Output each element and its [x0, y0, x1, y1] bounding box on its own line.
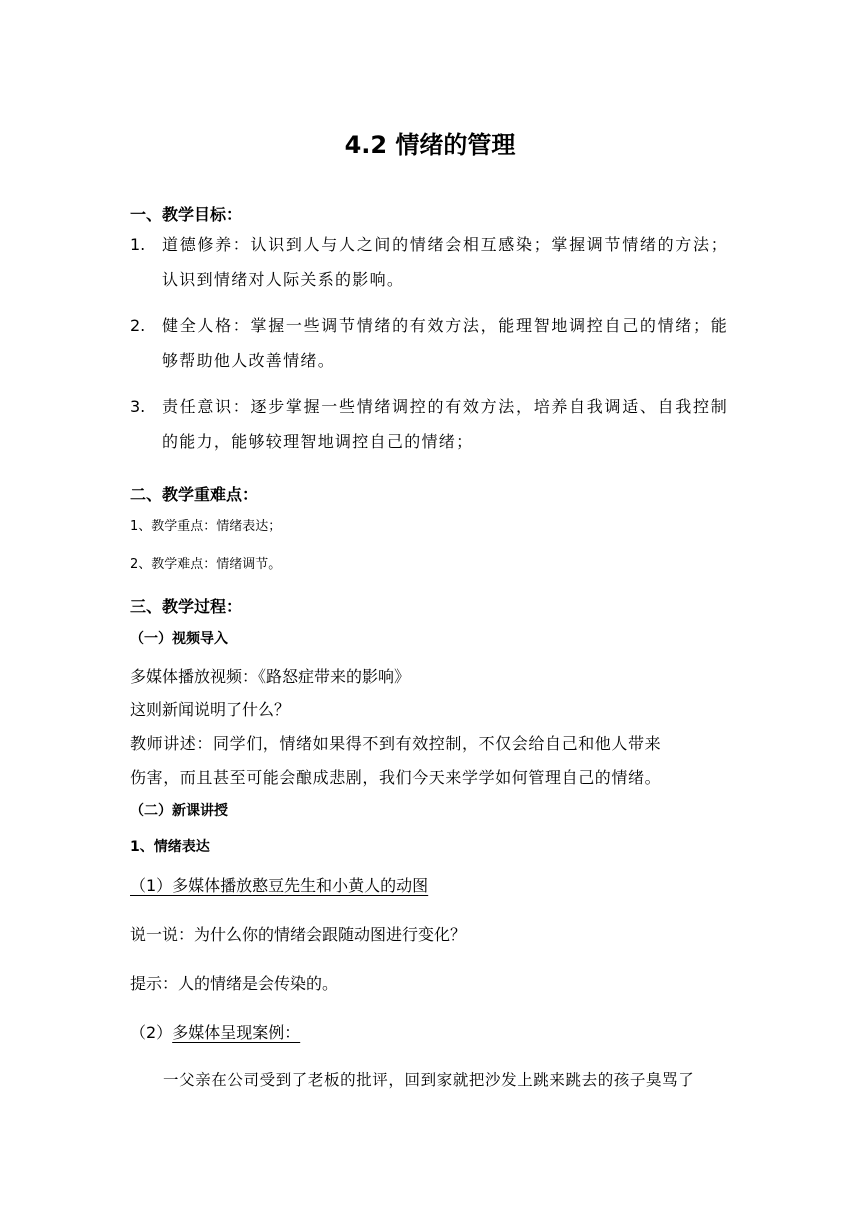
lesson-item-2-label: 多媒体呈现案例：	[172, 1023, 301, 1042]
objective-text-1: 道德修养：认识到人与人之间的情绪会相互感染；掌握调节情绪的方法；认识到情绪对人际关系的影响。	[162, 235, 728, 289]
lesson-item-2-number: （2）	[130, 1023, 173, 1042]
discussion-prompt: 说一说：为什么你的情绪会跟随动图进行变化？	[130, 925, 467, 944]
video-line: 多媒体播放视频：《路怒症带来的影响》	[130, 667, 411, 686]
objective-number-1: 1.	[130, 235, 146, 254]
topic-heading-emotion-expression: 1、情绪表达	[130, 839, 210, 855]
lesson-item-1: （1）多媒体播放憨豆先生和小黄人的动图	[130, 876, 429, 895]
objective-text-2: 健全人格：掌握一些调节情绪的有效方法，能理智地调控自己的情绪；能够帮助他人改善情绪。	[162, 316, 728, 370]
lesson-item-2	[130, 1020, 300, 1043]
hint-line: 提示：人的情绪是会传染的。	[130, 974, 339, 993]
section-heading-process: 三、教学过程：	[130, 597, 243, 616]
objective-number-3: 3.	[130, 397, 146, 416]
key-point-2: 2、教学难点：情绪调节。	[130, 557, 282, 572]
section-heading-objectives: 一、教学目标：	[130, 205, 243, 224]
teacher-narration-line-2: 伤害，而且甚至可能会酿成悲剧，我们今天来学学如何管理自己的情绪。	[130, 768, 662, 787]
subsection-heading-new-lesson: （二）新课讲授	[130, 803, 228, 819]
question-line: 这则新闻说明了什么？	[130, 700, 291, 719]
teacher-narration-line-1: 教师讲述：同学们，情绪如果得不到有效控制，不仅会给自己和他人带来	[130, 734, 662, 753]
objective-number-2: 2.	[130, 316, 146, 335]
case-text: 一父亲在公司受到了老板的批评，回到家就把沙发上跳来跳去的孩子臭骂了	[163, 1071, 695, 1089]
subsection-heading-video: （一）视频导入	[130, 631, 228, 647]
objective-text-3: 责任意识：逐步掌握一些情绪调控的有效方法，培养自我调适、自我控制的能力，能够较理智地调控自己的情绪；	[162, 397, 728, 451]
document-title: 4.2 情绪的管理	[344, 131, 516, 159]
section-heading-key-points: 二、教学重难点：	[130, 485, 259, 504]
key-point-1: 1、教学重点：情绪表达；	[130, 519, 282, 534]
